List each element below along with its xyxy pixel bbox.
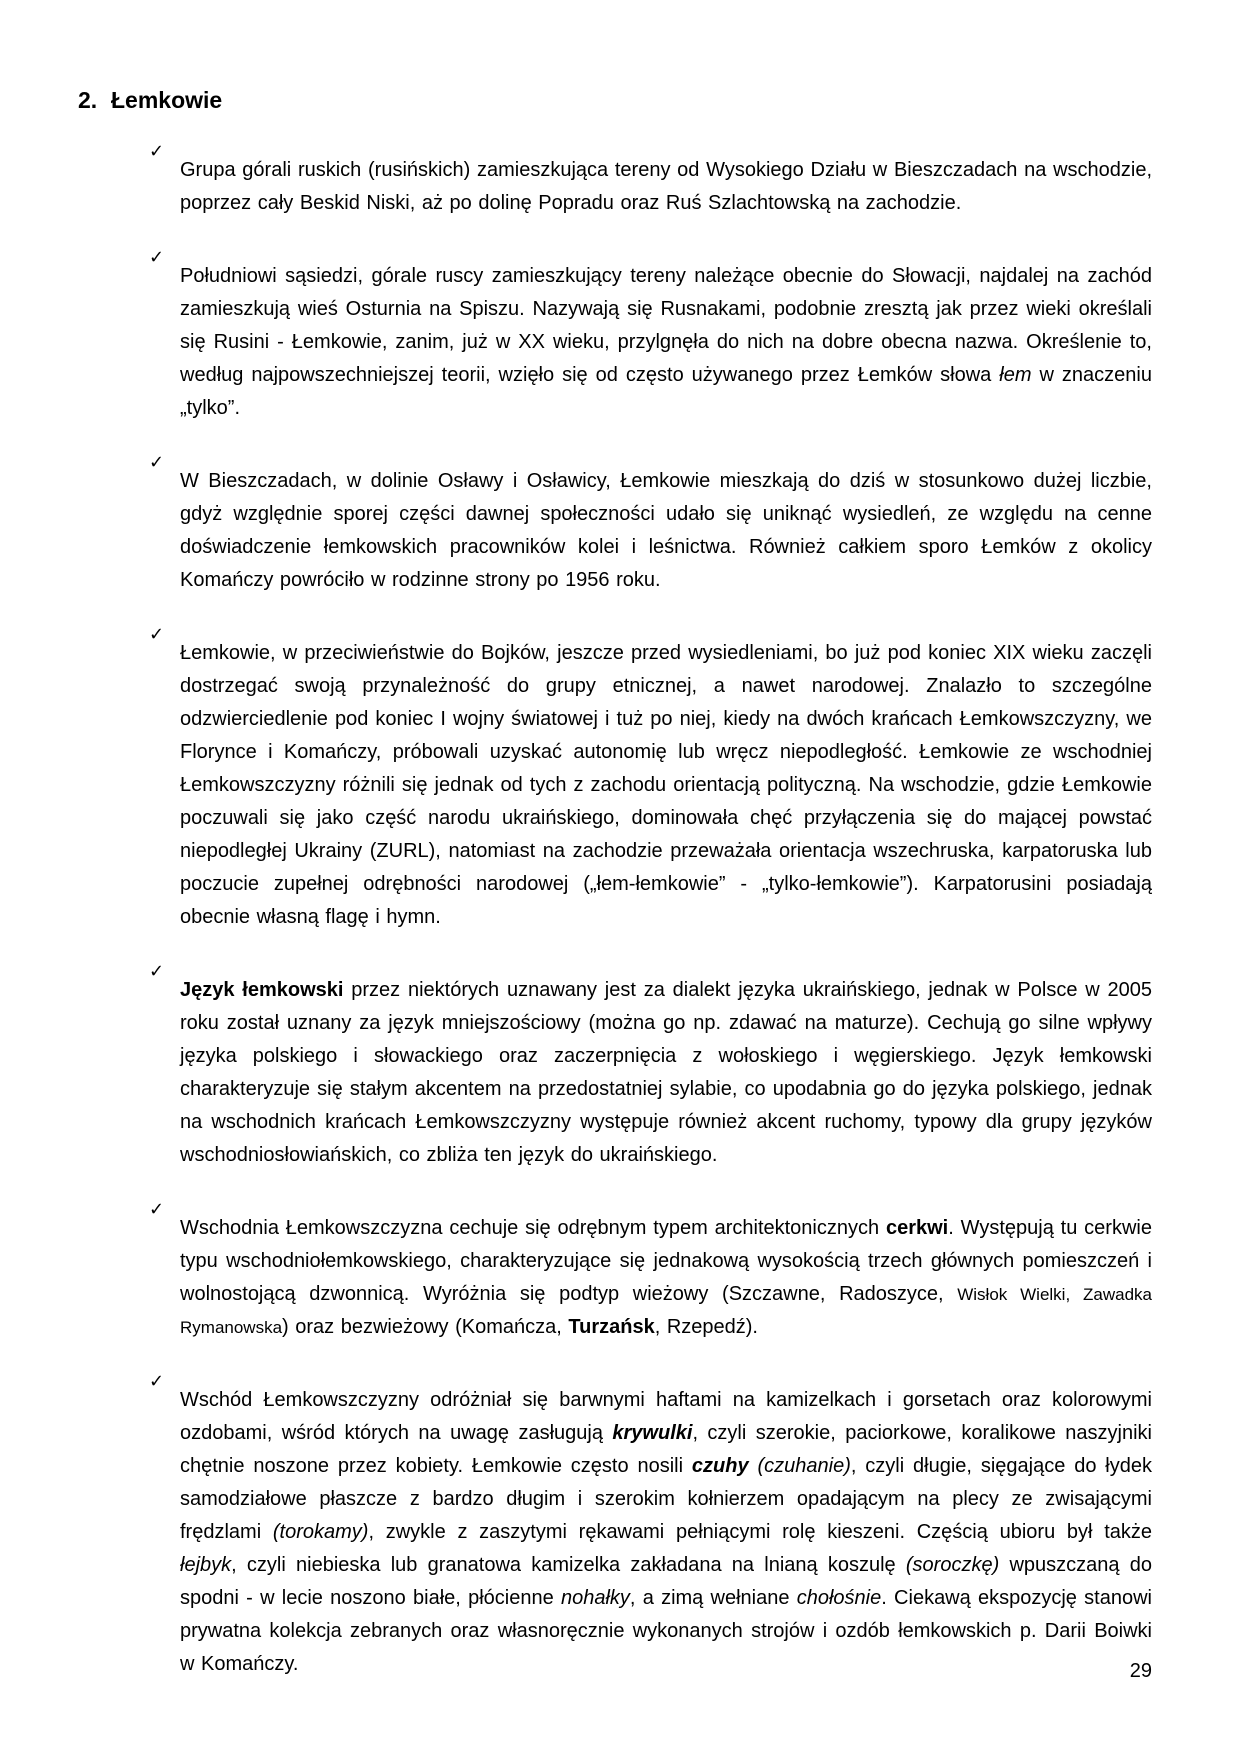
bullet-text: Łemkowie, w przeciwieństwie do Bojków, jeszcze przed wysiedleniami, bo już pod koniec XIX wieku zaczęli dostrzegać swoją przynależność do grupy etnicznej, a nawet narodowej. Znalazło to szczególne odzwierciedlenie pod koniec I wojny światowej i tuż po niej, kiedy na dwóch krańcach Łemkowszczyzny, we Florynce i Komańczy, próbowali uzyskać autonomię lub wręcz niepodległość. Łemkowie ze wschodniej Łemkowszczyzny różnili się jednak od tych z zachodu orientacją polityczną. Na wschodzie, gdzie Łemkowie poczuwali się jako część narodu ukraińskiego, dominowała chęć przyłączenia się do mającej powstać niepodległej Ukrainy (ZURL), natomiast na zachodzie przeważała orientacja wszechruska, karpatoruska lub poczucie zupełnej odrębności narodowej („łem-łemkowie” - „tylko-łemkowie”). Karpatorusini posiadają obecnie własną flagę i hymn. — [180, 642, 1152, 928]
checkmark-icon: ✓ — [149, 247, 165, 267]
checkmark-icon: ✓ — [149, 961, 165, 981]
bullet-text: W Bieszczadach, w dolinie Osławy i Osławicy, Łemkowie mieszkają do dziś w stosunkowo dużej liczbie, gdyż względnie sporej części dawnej społeczności udało się uniknąć wysiedleń, ze względu na cenne doświadczenie łemkowskich pracowników kolei i leśnictwa. Również całkiem sporo Łemków z okolicy Komańczy powróciło w rodzinne strony po 1956 roku. — [180, 470, 1152, 591]
checkmark-icon: ✓ — [149, 1199, 165, 1219]
bullet-text: Grupa górali ruskich (rusińskich) zamieszkująca tereny od Wysokiego Działu w Bieszczadach na wschodzie, poprzez cały Beskid Niski, aż po dolinę Popradu oraz Ruś Szlachtowską na zachodzie. — [180, 159, 1152, 214]
list-item — [78, 954, 1152, 1192]
section-number: 2. — [78, 87, 98, 113]
section-title: Łemkowie — [111, 87, 223, 113]
section-heading — [78, 86, 1152, 114]
list-item — [78, 1364, 1152, 1701]
checkmark-icon: ✓ — [149, 141, 165, 161]
list-item — [78, 240, 1152, 445]
checkmark-icon: ✓ — [149, 624, 165, 644]
bullet-text: Język łemkowski przez niektórych uznawany jest za dialekt języka ukraińskiego, jednak w Polsce w 2005 roku został uznany za język mniejszościowy (można go np. zdawać na maturze). Cechują go silne wpływy języka polskiego i słowackiego oraz zaczerpnięcia z wołoskiego i węgierskiego. Język łemkowski charakteryzuje się stałym akcentem na przedostatniej sylabie, co upodabnia go do języka polskiego, jednak na wschodnich krańcach Łemkowszczyzny występuje również akcent ruchomy, typowy dla grupy języków wschodniosłowiańskich, co zbliża ten język do ukraińskiego. — [180, 979, 1152, 1166]
checkmark-icon: ✓ — [149, 452, 165, 472]
bullet-text: Południowi sąsiedzi, górale ruscy zamieszkujący tereny należące obecnie do Słowacji, najdalej na zachód zamieszkują wieś Osturnia na Spiszu. Nazywają się Rusnakami, podobnie zresztą jak przez wieki określali się Rusini - Łemkowie, zanim, już w XX wieku, przylgnęła do nich na dobre obecna nazwa. Określenie to, według najpowszechniejszej teorii, wzięło się od często używanego przez Łemków słowa łem w znaczeniu „tylko”. — [180, 265, 1152, 419]
checkmark-icon: ✓ — [149, 1371, 165, 1391]
list-item — [78, 134, 1152, 240]
page-number: 29 — [1129, 1660, 1152, 1682]
list-item — [78, 617, 1152, 954]
list-item — [78, 1192, 1152, 1364]
bullet-text: Wschodnia Łemkowszczyzna cechuje się odrębnym typem architektonicznych cerkwi. Występują tu cerkwie typu wschodniołemkowskiego, charakteryzujące się jednakową wysokością trzech głównych pomieszczeń i wolnostojącą dzwonnicą. Wyróżnia się podtyp wieżowy (Szczawne, Radoszyce, Wisłok Wielki, Zawadka Rymanowska) oraz bezwieżowy (Komańcza, Turzańsk, Rzepedź). — [180, 1217, 1152, 1338]
list-item — [78, 445, 1152, 617]
bullet-text: Wschód Łemkowszczyzny odróżniał się barwnymi haftami na kamizelkach i gorsetach oraz kolorowymi ozdobami, wśród których na uwagę zasługują krywulki, czyli szerokie, paciorkowe, koralikowe naszyjniki chętnie noszone przez kobiety. Łemkowie często nosili czuhy (czuhanie), czyli długie, sięgające do łydek samodziałowe płaszcze z bardzo długim i szerokim kołnierzem opadającym na plecy ze zwisającymi frędzlami (torokamy), zwykle z zaszytymi rękawami pełniącymi rolę kieszeni. Częścią ubioru był także łejbyk, czyli niebieska lub granatowa kamizelka zakładana na lnianą koszulę (soroczkę) wpuszczaną do spodni - w lecie noszono białe, płócienne nohałky, a zimą wełniane chołośnie. Ciekawą ekspozycję stanowi prywatna kolekcja zebranych oraz własnoręcznie wykonanych strojów i ozdób łemkowskich p. Darii Boiwki w Komańczy. — [180, 1389, 1152, 1675]
bullet-list — [78, 134, 1152, 1701]
